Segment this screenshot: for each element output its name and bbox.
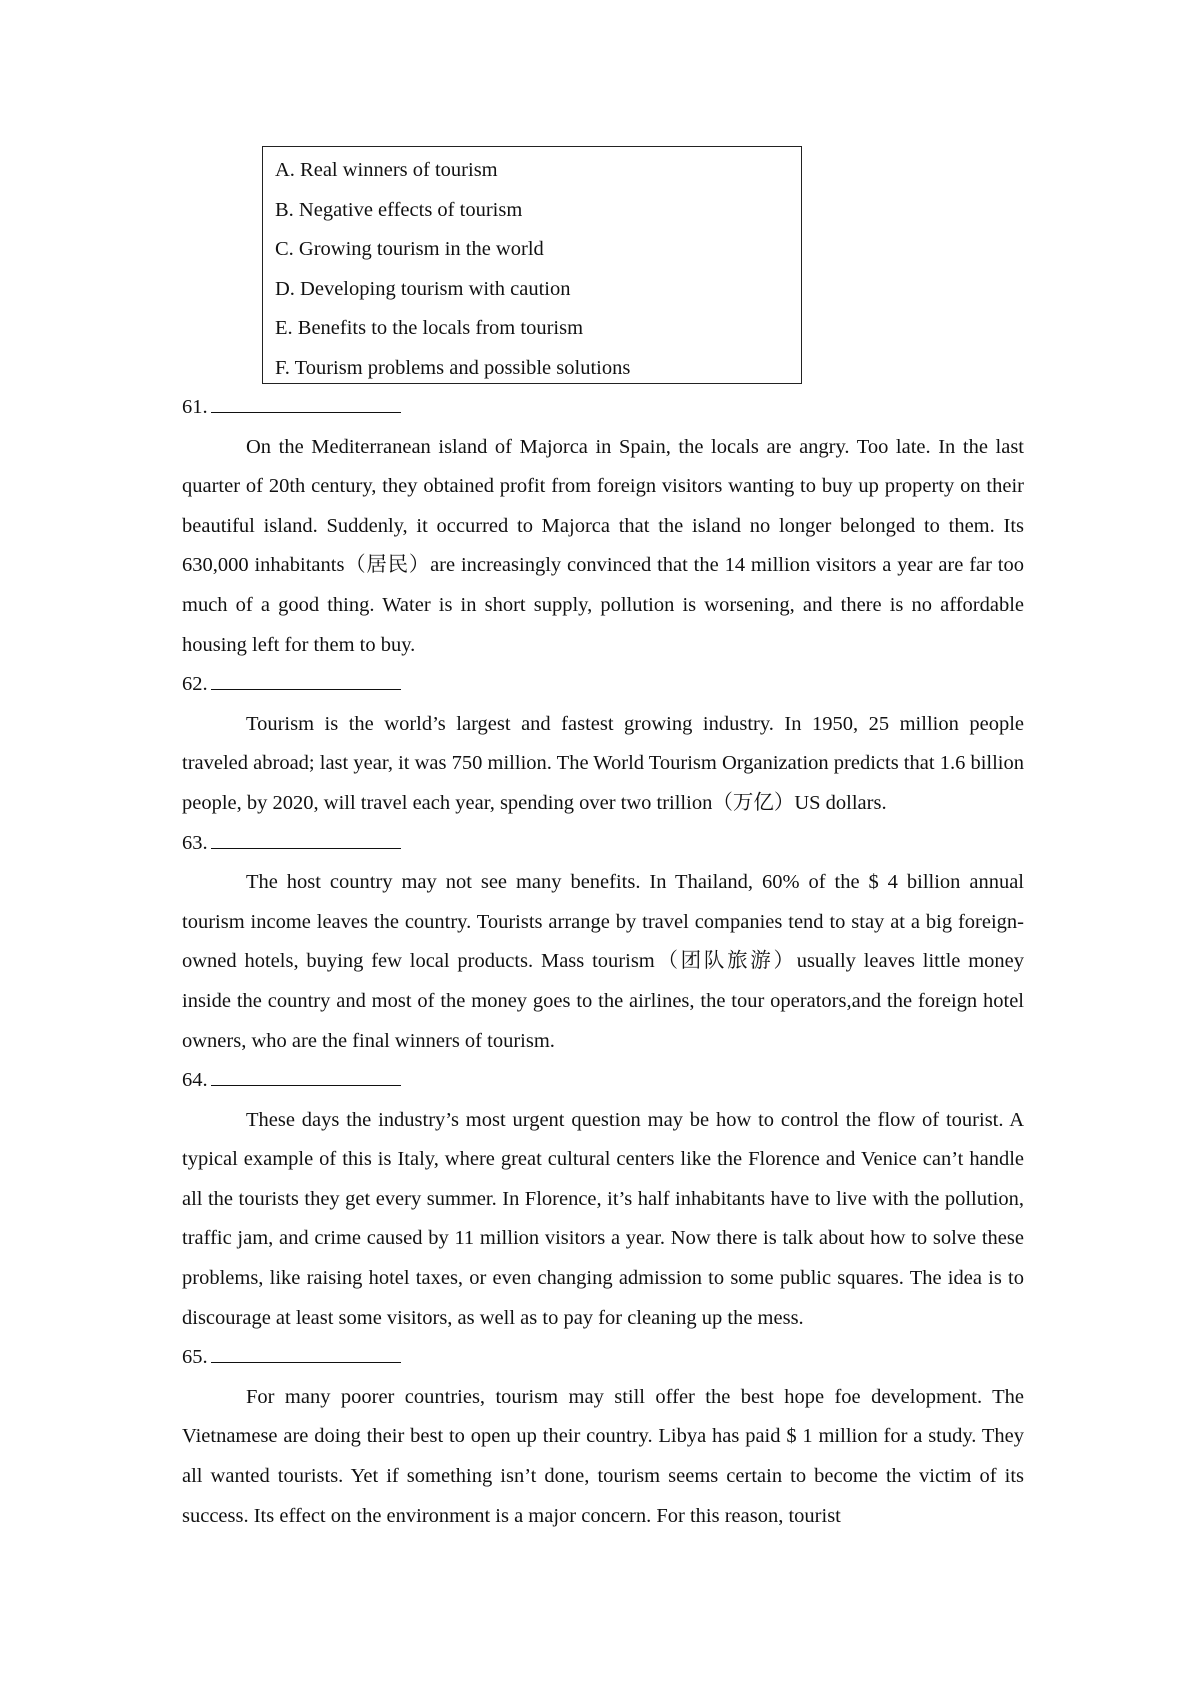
answer-blank[interactable] bbox=[211, 388, 401, 413]
options-box bbox=[262, 146, 802, 384]
paragraph-63: The host country may not see many benefits. In Thailand, 60% of the $ 4 billion annual tourism income leaves the country. Tourists arrange by travel companies tend to stay at a big foreign-owned hotels, buying few local products. Mass tourism（团队旅游）usually leaves little money inside the country and most of the money goes to the airlines, the tour operators,and the foreign hotel owners, who are the final winners of tourism. bbox=[182, 871, 1024, 1052]
question-number: 63. bbox=[182, 831, 208, 854]
option-d: D. Developing tourism with caution bbox=[275, 277, 571, 300]
answer-blank[interactable] bbox=[211, 824, 401, 849]
paragraph-64: These days the industry’s most urgent question may be how to control the flow of tourist. A typical example of this is Italy, where great cultural centers like the Florence and Venice can’t handle all the tourists they get every summer. In Florence, it’s half inhabitants have to live with the pollution, traffic jam, and crime caused by 11 million visitors a year. Now there is talk about how to solve these problems, like raising hotel taxes, or even changing admission to some public squares. The idea is to discourage at least some visitors, as well as to pay for cleaning up the mess. bbox=[182, 1108, 1024, 1329]
question-61 bbox=[182, 388, 1024, 428]
option-a: A. Real winners of tourism bbox=[275, 159, 498, 181]
answer-blank[interactable] bbox=[211, 665, 401, 690]
question-62 bbox=[182, 665, 1024, 705]
option-b: B. Negative effects of tourism bbox=[275, 198, 523, 221]
option-e: E. Benefits to the locals from tourism bbox=[275, 317, 584, 340]
question-number: 62. bbox=[182, 673, 208, 696]
question-number: 61. bbox=[182, 396, 208, 418]
option-c: C. Growing tourism in the world bbox=[275, 238, 544, 261]
option-f: F. Tourism problems and possible solutions bbox=[275, 356, 631, 379]
paragraph-61: On the Mediterranean island of Majorca in Spain, the locals are angry. Too late. In the last quarter of 20th century, they obtained profit from foreign visitors wanting to buy up property on their beautiful island. Suddenly, it occurred to Majorca that the island no longer belonged to them. Its 630,000 inhabitants（居民）are increasingly convinced that the 14 million visitors a year are far too much of a good thing. Water is in short supply, pollution is worsening, and there is no affordable housing left for them to buy. bbox=[182, 435, 1024, 656]
paragraph-65: For many poorer countries, tourism may still offer the best hope foe development. The Vietnamese are doing their best to open up their country. Libya has paid $ 1 million for a study. They all wanted tourists. Yet if something isn’t done, tourism seems certain to become the victim of its success. Its effect on the environment is a major concern. For this reason, tourist bbox=[182, 1385, 1024, 1527]
passage-content bbox=[182, 388, 1024, 1536]
question-number: 65. bbox=[182, 1346, 208, 1369]
question-63 bbox=[182, 824, 1024, 864]
answer-blank[interactable] bbox=[211, 1338, 401, 1363]
question-65 bbox=[182, 1338, 1024, 1378]
question-64 bbox=[182, 1061, 1024, 1101]
answer-blank[interactable] bbox=[211, 1061, 401, 1086]
question-number: 64. bbox=[182, 1069, 208, 1092]
paragraph-62: Tourism is the world’s largest and fastest growing industry. In 1950, 25 million people traveled abroad; last year, it was 750 million. The World Tourism Organization predicts that 1.6 billion people, by 2020, will travel each year, spending over two trillion（万亿）US dollars. bbox=[182, 712, 1024, 814]
